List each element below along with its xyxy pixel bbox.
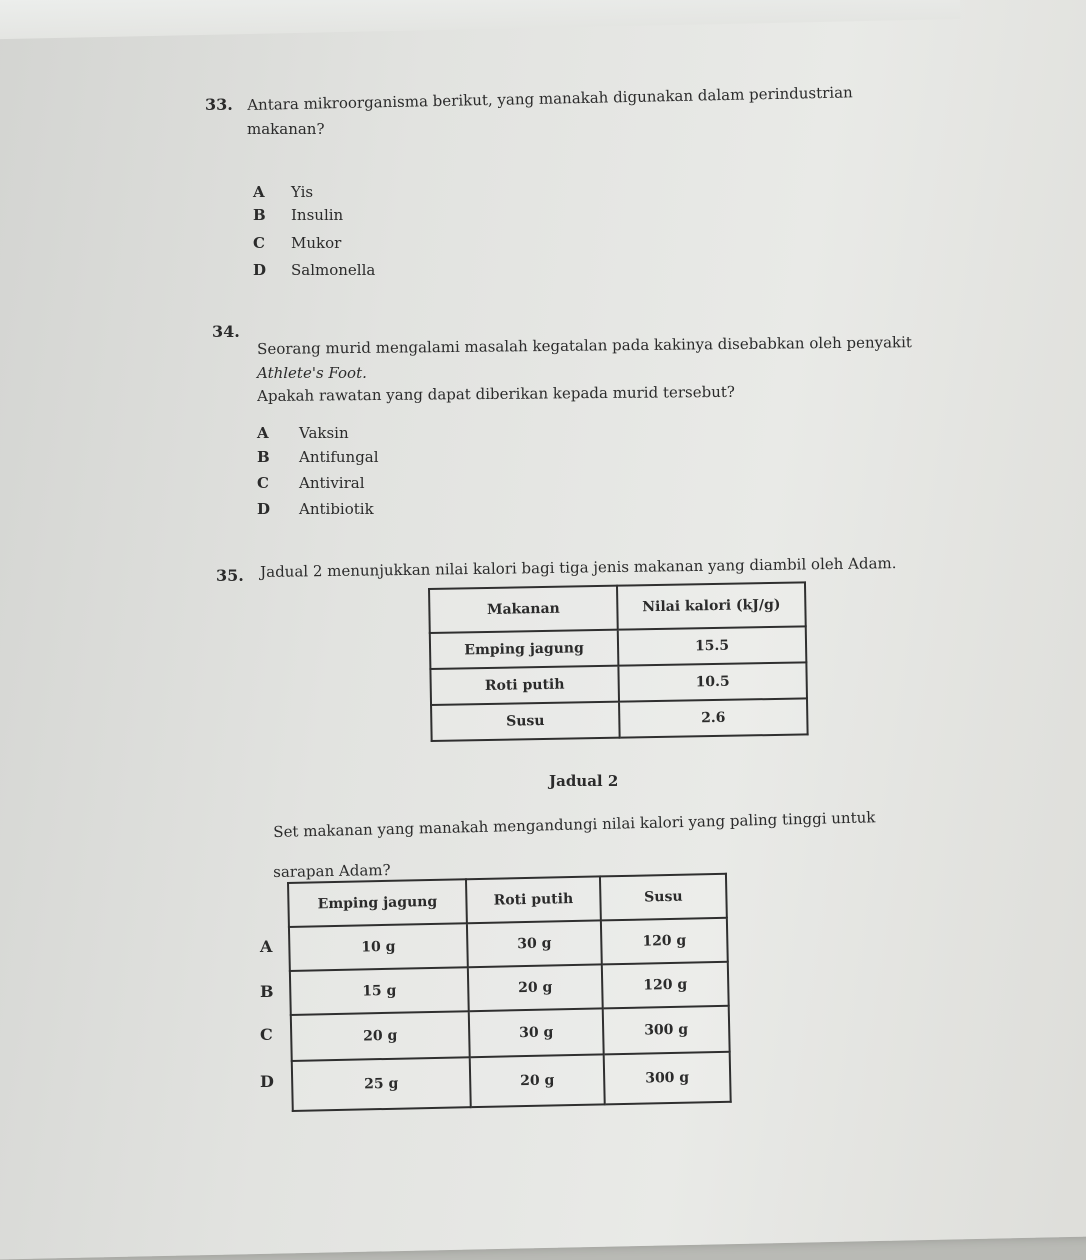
q34-option-d-letter: D bbox=[257, 500, 271, 518]
answer-d-letter[interactable]: D bbox=[260, 1072, 274, 1091]
answer-cell: 20 g bbox=[470, 1054, 605, 1107]
q34-text-line1: Seorang murid mengalami masalah kegatalan pada kakinya disebabkan oleh penyakit bbox=[257, 333, 913, 358]
q35-number: 35. bbox=[216, 566, 244, 585]
q33-option-a-text[interactable]: Yis bbox=[291, 183, 314, 201]
table-2-cell: 2.6 bbox=[619, 698, 808, 737]
answer-cell: 20 g bbox=[468, 964, 603, 1011]
q33-option-b-letter: B bbox=[253, 206, 266, 224]
q34-text-line2: Athlete's Foot. bbox=[257, 364, 367, 382]
table-2 bbox=[428, 581, 809, 742]
q34-option-a-text[interactable]: Vaksin bbox=[299, 424, 349, 442]
answer-header-susu: Susu bbox=[600, 874, 727, 921]
answer-cell: 20 g bbox=[291, 1011, 470, 1061]
answer-row-d[interactable] bbox=[292, 1052, 731, 1111]
q33-option-a-letter: A bbox=[253, 183, 265, 201]
q34-option-c-letter: C bbox=[257, 474, 269, 492]
answer-a-letter[interactable]: A bbox=[260, 937, 273, 956]
answer-cell: 120 g bbox=[601, 918, 728, 965]
q34-text-line3: Apakah rawatan yang dapat diberikan kepada murid tersebut? bbox=[257, 382, 735, 405]
answer-cell: 30 g bbox=[467, 920, 602, 967]
table-2-cell: Emping jagung bbox=[430, 630, 619, 669]
table-2-cell: Susu bbox=[431, 702, 620, 741]
answer-cell: 300 g bbox=[604, 1052, 731, 1105]
answer-cell: 25 g bbox=[292, 1057, 471, 1111]
answer-c-letter[interactable]: C bbox=[260, 1025, 273, 1044]
answer-cell: 30 g bbox=[469, 1008, 604, 1057]
q34-number: 34. bbox=[212, 322, 240, 341]
table-2-cell: 10.5 bbox=[618, 662, 807, 701]
q33-option-d-text[interactable]: Salmonella bbox=[291, 261, 376, 279]
table-2-cell: 15.5 bbox=[618, 626, 807, 665]
table-2-caption: Jadual 2 bbox=[549, 772, 619, 790]
q33-option-c-text[interactable]: Mukor bbox=[291, 234, 342, 252]
table-2-header-calorie: Nilai kalori (kJ/g) bbox=[617, 582, 806, 629]
q33-text-line1: Antara mikroorganisma berikut, yang manakah digunakan dalam perindustrian bbox=[247, 83, 853, 114]
answer-b-letter[interactable]: B bbox=[260, 982, 274, 1001]
q33-number: 33. bbox=[205, 95, 233, 114]
q35-question-line1: Set makanan yang manakah mengandungi nilai kalori yang paling tinggi untuk bbox=[273, 808, 876, 841]
table-2-cell: Roti putih bbox=[430, 666, 619, 705]
q33-text-line2: makanan? bbox=[247, 120, 325, 138]
q35-question-line2: sarapan Adam? bbox=[273, 860, 391, 881]
q33-option-d-letter: D bbox=[253, 261, 267, 279]
q34-option-d-text[interactable]: Antibiotik bbox=[299, 500, 374, 518]
q34-option-b-text[interactable]: Antifungal bbox=[299, 448, 379, 466]
answer-table bbox=[287, 873, 732, 1112]
answer-cell: 120 g bbox=[602, 962, 729, 1009]
table-2-header-food: Makanan bbox=[429, 586, 618, 633]
answer-header-roti: Roti putih bbox=[466, 876, 601, 923]
q33-option-b-text[interactable]: Insulin bbox=[291, 206, 344, 224]
answer-cell: 10 g bbox=[289, 923, 468, 971]
q34-option-b-letter: B bbox=[257, 448, 270, 466]
q35-text: Jadual 2 menunjukkan nilai kalori bagi tiga jenis makanan yang diambil oleh Adam. bbox=[260, 554, 897, 581]
q34-option-a-letter: A bbox=[257, 424, 269, 442]
answer-cell: 300 g bbox=[603, 1006, 730, 1055]
q34-option-c-text[interactable]: Antiviral bbox=[299, 474, 365, 492]
answer-header-emping: Emping jagung bbox=[288, 879, 467, 927]
q33-option-c-letter: C bbox=[253, 234, 265, 252]
answer-cell: 15 g bbox=[290, 967, 469, 1015]
